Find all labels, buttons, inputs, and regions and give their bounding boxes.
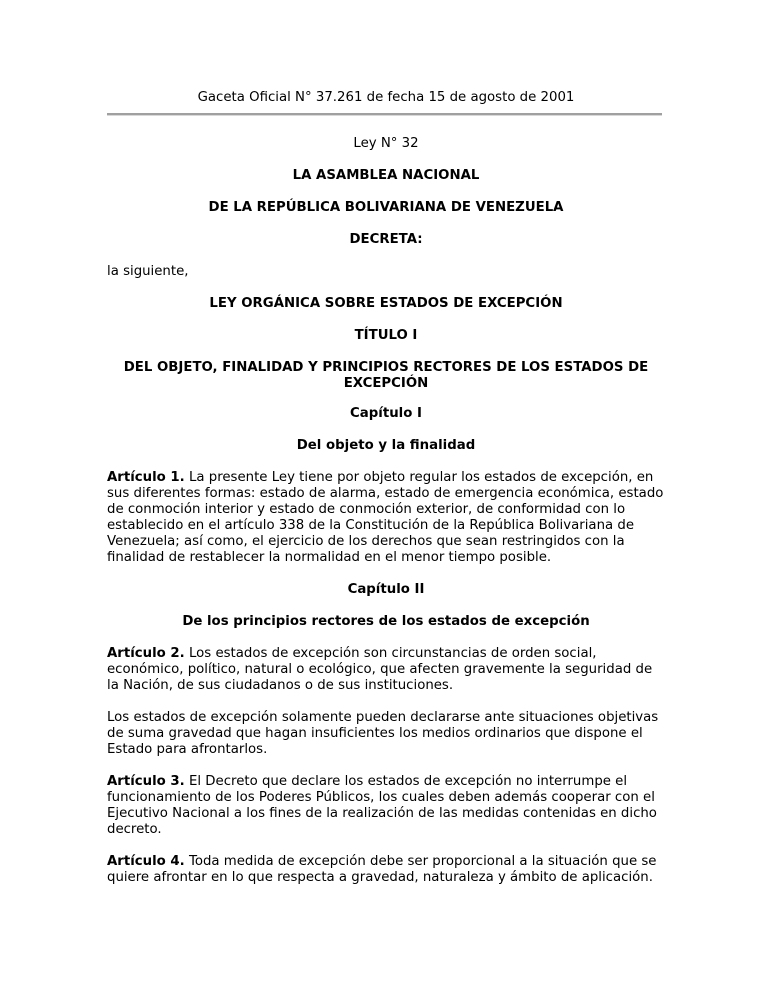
gazette-reference: Gaceta Oficial N° 37.261 de fecha 15 de agosto de 2001	[197, 90, 575, 105]
chapter-1-heading: Del objeto y la finalidad	[296, 438, 476, 453]
chapter-2-label: Capítulo II	[347, 582, 425, 597]
title-label: TÍTULO I	[354, 328, 418, 343]
article-2-paragraph-2: Los estados de excepción solamente pueden declararse ante situaciones objetivas de suma gravedad que hagan insuficientes los medios ordinarios que dispone el Estado para afrontarlos.	[107, 710, 659, 757]
article-4-text: Toda medida de excepción debe ser proporcional a la situación que se quiere afrontar en lo que respecta a gravedad, naturaleza y ámbito de aplicación.	[107, 854, 657, 885]
article-1-text: La presente Ley tiene por objeto regular los estados de excepción, en sus diferentes formas: estado de alarma, estado de emergencia económica, estado de conmoción interior y estado de conmoción exterior, de conformidad con lo establecido en el artículo 338 de la Constitución de la República Bolivariana de Venezuela; así como, el ejercicio de los derechos que sean restringidos con la finalidad de restablecer la normalidad en el menor tiempo posible.	[107, 470, 664, 565]
chapter-1-label: Capítulo I	[350, 406, 422, 421]
article-3	[107, 774, 665, 838]
article-2-label: Artículo 2.	[107, 646, 185, 661]
article-2-text: Los estados de excepción son circunstancias de orden social, económico, político, natural o ecológico, que afecten gravemente la seguridad de la Nación, de sus ciudadanos o de sus instituciones.	[107, 646, 653, 693]
chapter-2-heading: De los principios rectores de los estados de excepción	[182, 614, 590, 629]
article-3-text: El Decreto que declare los estados de excepción no interrumpe el funcionamiento de los Poderes Públicos, los cuales deben además cooperar con el Ejecutivo Nacional a los fines de la realización de las medidas contenidas en dicho decreto.	[107, 774, 657, 837]
article-4	[107, 854, 665, 886]
article-3-label: Artículo 3.	[107, 774, 185, 789]
article-1-label: Artículo 1.	[107, 470, 185, 485]
assembly-heading: LA ASAMBLEA NACIONAL	[292, 168, 480, 183]
title-heading: DEL OBJETO, FINALIDAD Y PRINCIPIOS RECTORES DE LOS ESTADOS DE EXCEPCIÓN	[123, 360, 649, 391]
article-1	[107, 470, 665, 566]
law-number: Ley N° 32	[353, 136, 419, 151]
horizontal-rule	[107, 113, 662, 116]
article-4-label: Artículo 4.	[107, 854, 185, 869]
republic-heading: DE LA REPÚBLICA BOLIVARIANA DE VENEZUELA	[208, 200, 564, 215]
article-2	[107, 646, 665, 694]
following-text: la siguiente,	[107, 264, 189, 279]
document-body	[107, 136, 665, 902]
law-title: LEY ORGÁNICA SOBRE ESTADOS DE EXCEPCIÓN	[209, 296, 563, 311]
decreta-heading: DECRETA:	[349, 232, 423, 247]
